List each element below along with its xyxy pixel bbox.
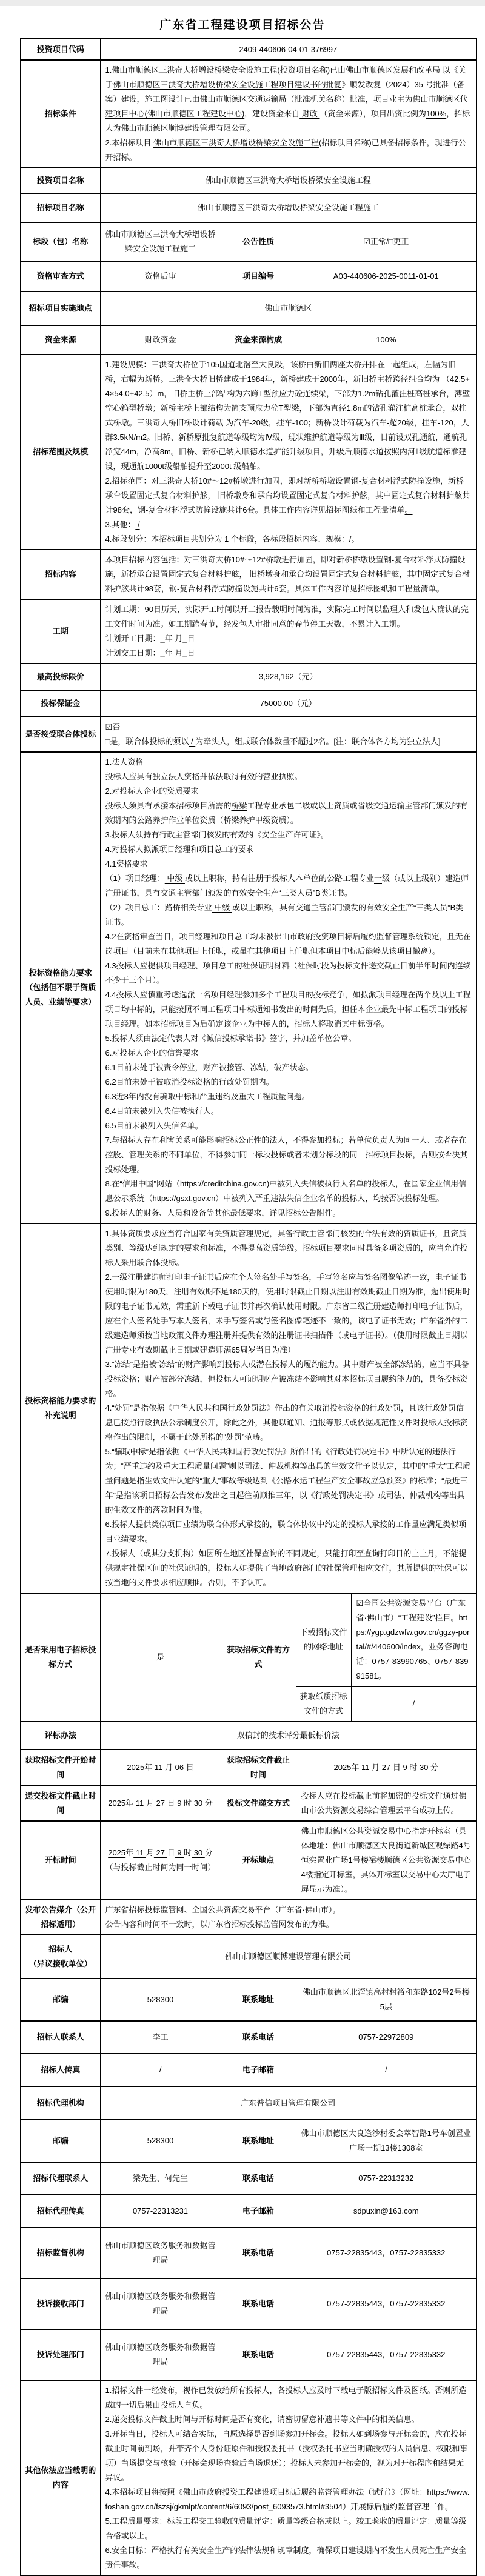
notice-nature-value: ☑正常/□更正 — [296, 222, 477, 261]
construction-period-label: 工期 — [21, 599, 100, 664]
electronic-bidding-label: 是否采用电子招标投标方式 — [21, 1593, 100, 1722]
announcement-table — [20, 38, 477, 2576]
tender-conditions-label: 招标条件 — [21, 60, 100, 168]
table-row — [21, 2195, 477, 2228]
qualification-requirements-label: 投标资格能力要求（包括但不限于资质人员、业绩等要求） — [21, 752, 100, 1223]
doc-start-time-label: 获取招标文件开始时间 — [21, 1749, 100, 1786]
tender-project-name-label: 招标项目名称 — [21, 193, 100, 222]
project-number-label: 项目编号 — [221, 261, 296, 291]
complaint-handle-phone-label: 联系电话 — [221, 2329, 296, 2380]
agency-address-value: 佛山市顺德区大良逢沙村委会萃智路1号车创置业广场一期13楼1308室 — [296, 2120, 477, 2162]
agency-contact-value: 梁先生、何先生 — [100, 2162, 221, 2195]
table-row — [21, 2120, 477, 2162]
complaint-handle-value: 佛山市顺德区政务服务和数据管理局 — [100, 2329, 221, 2380]
table-row — [21, 2329, 477, 2380]
submission-method-label: 投标文件递交方式 — [221, 1786, 296, 1821]
other-content-label: 其他依法应当载明的内容 — [21, 2380, 100, 2575]
location-value: 佛山市顺德区 — [100, 291, 477, 325]
doc-end-time-value: 2025年 11 月 27 日 9 时 30 分 — [296, 1749, 477, 1786]
agency-zip-label: 邮编 — [21, 2120, 100, 2162]
table-row — [21, 2021, 477, 2054]
table-row — [21, 2228, 477, 2278]
submission-deadline-value: 2025年 11 月 27 日 9 时 30 分 — [100, 1786, 221, 1821]
tenderer-email-label: 电子邮箱 — [221, 2054, 296, 2086]
evaluation-method-label: 评标办法 — [21, 1722, 100, 1749]
complaint-receive-value: 佛山市顺德区政务服务和数据管理局 — [100, 2278, 221, 2329]
table-row — [21, 222, 477, 261]
tender-conditions-value: 1.佛山市顺德区三洪奇大桥增设桥梁安全设施工程(投资项目名称)已由佛山市顺德区发展和改革局 以《关于佛山市顺德区三洪奇大桥增设桥梁安全设施工程项目建议书的批复》顺发改复（2024）35 号批准（备案）建设，施工图设计已由佛山市顺德区交通运输局（批准机关名称）批准，项目业主为佛山市顺德区代建项目中心(佛山市顺德区工程建设中心)，建设资金来自 财政 （资金来源），项目出资比例为100%，招标人为佛山市顺德区顺博建设管理有限公司。 2.本招标项目 佛山市顺德区三洪奇大桥增设桥梁安全设施工程(招标项目名称)已具备招标条件，现进行公开招标。 — [100, 60, 477, 168]
scope-value: 1.建设规模：三洪奇大桥位于105国道北滘至大良段，该桥由新旧两座大桥并排在一起组成，左幅为旧桥，右幅为新桥。三洪奇大桥旧桥建成于1984年，新桥建成于2000年，新旧桥主桥跨径组合均为 （42.5+4×54.0+42.5）m，旧桥主桥上部结构为六跨T型预应力砼连续梁，下部为1.2m钻孔灌注桩高桩承台，薄壁空心箱型桥墩；新桥主桥上部结构为简支预应力砼T型梁，下部为直径1.8m的钻孔灌注桩高桩承台，双柱式桥墩。三洪奇大桥旧桥设计荷载 为汽车-20级，挂车-100；新桥设计荷载为汽车-超20级，挂车-120，人群3.5kN/m2。旧桥、新桥原批复航道等级均为Ⅳ级，现状维护航道等级为Ⅲ级，目前设双孔通航，通航孔净宽44m，净高8m。旧桥、新桥已纳入顺德水道扩能升级项目，升级后顺德水道按照内河Ⅱ级航道标准建设，现通航1000t级船舶提升至2000t 级船舶。 2.招标范围：对三洪奇大桥10#～12#桥墩进行加固，即对新桥桥墩设置钢-复合材料浮式防撞设施，新桥承台设置固定式复合材料护舷， 旧桥墩身和承台均设置固定式复合材料护舷，其中固定式复合材料护舷共计98套，钢-复合材料浮式防撞设施共计6套。具体工作内容详见招标图纸和工程量清单。 3.其他： / 4.标段划分：本招标项目共划分为 1 个标段，各标段招标内容、规模：/。 — [100, 354, 477, 550]
fund-source-label: 资金来源 — [21, 325, 100, 354]
table-row — [21, 325, 477, 354]
qualification-requirements-value: 1.法人资格 投标人应具有独立法人资格并依法取得有效的营业执照。 2.对投标人企业的资质要求 投标人须具有承接本招标项目所需的桥梁工程专业承包二级或以上资质或省级交通运输主管部门颁发的有效期内的公路养护作业单位资质（桥梁养护甲级资质）。 3.投标人须持有行政主管部门核发的有效的《安全生产许可证》。 4.对投标人拟派项目经理和项目总工的要求 4.1资格要求 （1）项目经理： 中级 或以上职称，持有注册于投标人本单位的公路工程专业一级（或以上级别）建造师注册证书，具有交通主管部门颁发的有效安全生产“三类人员”B类证书。 （2）项目总工：路桥相关专业 中级 或以上职称，具有交通主管部门颁发的有效安全生产“三类人员”B类证书。 4.2在资格审查当日，项目经理和项目总工均未被佛山市政府投资项目标后履约监督管理系统锁定，且无在岗项目（目前未在其他项目上任职，或虽在其他项目上任职但本项目中标后能够从该项目撤离）。 4.3投标人应提供项目经理、项目总工的社保证明材料（社保时段为投标文件递交截止日前半年时间内连续不少于三个月）。 4.4投标人应慎重考虑选派一名项目经理参加多个工程项目的投标竞争，如拟派项目经理在两个及以上工程项目均中标的，只能按照不同工程项目中标通知书发出的时间先后，担任本企业最先中标工程项目的投标项目经理。如本招标项目为后确定该企业为中标人的，招标人将取消其中标资格。 5.投标人须由法定代表人对《诚信投标承诺书》签字，并加盖单位公章。 6.对投标人企业的信誉要求 6.1目前未处于被责令停业，财产被接管、冻结，破产状态。 6.2目前未处于被取消投标资格的行政处罚期内。 6.3近3年内没有骗取中标和严重违约及重大工程质量问题。 6.4目前未被列入失信被执行人。 6.5目前未被列入失信名单。 7.与招标人存在利害关系可能影响招标公正性的法人，不得参加投标；若单位负责人为同一人、或者存在控股、管理关系的不同单位，不得参加同一标段投标或者未划分标段的同一招标项目投标，否则按否决其投标处理。 8.在“信用中国”网站（https://creditchina.gov.cn)中被列入失信被执行人名单的投标人，在国家企业信用信息公示系统（https://gsxt.gov.cn）中被列入严重违法失信企业名单的投标人，均按否决投标处理。 9.投标人的财务、人员和设备等其他最低要求，详见招标公告附件。 — [100, 752, 477, 1223]
project-number-value: A03-440606-2025-0011-01-01 — [296, 261, 477, 291]
evaluation-method-value: 双信封的技术评分最低标价法 — [100, 1722, 477, 1749]
tender-content-value: 本项目招标内容包括：对三洪奇大桥10#～12#桥墩进行加固，即对新桥桥墩设置钢-复合材料浮式防撞设施，新桥承台设置固定式复合材料护舷， 旧桥墩身和承台均设置固定式复合材料护舷，其中固定式复合材料护舷共计98套，钢-复合材料浮式防撞设施共计6套。具体工作内容详见招标图纸和工程量清单。 — [100, 550, 477, 599]
table-row — [21, 1722, 477, 1749]
supervision-phone-label: 联系电话 — [221, 2228, 296, 2278]
fund-composition-label: 资金来源构成 — [221, 325, 296, 354]
table-row — [21, 2086, 477, 2120]
complaint-receive-label: 投诉接收部门 — [21, 2278, 100, 2329]
table-row — [21, 2278, 477, 2329]
table-row — [21, 1821, 477, 1900]
agency-fax-value: 0757-22313231 — [100, 2195, 221, 2228]
tenderer-label: 招标人 （异议接收单位） — [21, 1935, 100, 1979]
consortium-label: 是否接受联合体投标 — [21, 717, 100, 752]
table-row — [21, 60, 477, 168]
construction-period-value: 计划工期：90日历天，实际开工时间以开工报告载明时间为准，实际完工时间以监理人和发包人确认的完工文件时间为准。如工期跨春节，经发包人审批同意的春节停工天数，不累计入工期。 计划开工日期：_年 月_日 计划交工日期：_年 月_日 — [100, 599, 477, 664]
location-label: 招标项目实施地点 — [21, 291, 100, 325]
supervision-org-value: 佛山市顺德区政务服务和数据管理局 — [100, 2228, 221, 2278]
opening-place-value: 佛山市顺德区公共资源交易中心指定开标室（具体地址：佛山市顺德区大良街道新城区观绿路4号恒实置业广场1号楼裙楼顺德区公共资源交易中心4楼指定开标室，具体开标室以交易中心大厅电子屏显示为准）。 — [296, 1821, 477, 1900]
agency-contact-label: 招标代理联系人 — [21, 2162, 100, 2195]
agency-phone-value: 0757-22313232 — [296, 2162, 477, 2195]
table-row — [21, 1979, 477, 2021]
qualification-method-label: 资格审查方式 — [21, 261, 100, 291]
download-address-label: 下载招标文件的网络地址 — [296, 1593, 351, 1686]
table-row — [21, 1749, 477, 1786]
tenderer-phone-value: 0757-22972809 — [296, 2021, 477, 2054]
doc-end-time-label: 获取招标文件截止时间 — [221, 1749, 296, 1786]
tenderer-zip-label: 邮编 — [21, 1979, 100, 2021]
max-bid-price-label: 最高投标限价 — [21, 664, 100, 690]
table-row — [21, 168, 477, 193]
obtain-method-label: 获取招标文件的方式 — [221, 1593, 296, 1722]
page-title: 广东省工程建设项目招标公告 — [159, 19, 326, 32]
investment-code-label: 投资项目代码 — [21, 39, 100, 60]
announcement-media-label: 发布公告媒介（公开招标适用） — [21, 1900, 100, 1935]
table-row — [21, 1223, 477, 1593]
opening-time-value: 2025年 11 月 27 日 9 时 30 分（与投标截止时间为同一时间） — [100, 1821, 221, 1900]
table-row — [21, 690, 477, 717]
complaint-receive-phone-label: 联系电话 — [221, 2278, 296, 2329]
doc-start-time-value: 2025年 11 月 06 日 — [100, 1749, 221, 1786]
table-row — [21, 664, 477, 690]
table-row — [21, 550, 477, 599]
tenderer-contact-label: 招标人联系人 — [21, 2021, 100, 2054]
paper-document-value: / — [351, 1686, 477, 1722]
agency-label: 招标代理机构 — [21, 2086, 100, 2120]
table-row — [21, 2380, 477, 2575]
qualification-method-value: 资格后审 — [100, 261, 221, 291]
max-bid-price-value: 3,928,162（元） — [100, 664, 477, 690]
download-address-value: ☑全国公共资源交易平台（广东省·佛山市）“工程建设”栏目。https://ygp.gdzwfw.gov.cn/ggzy-portal/#/440600/index，业务咨询电话：0757-83990765、0757-83991581。 — [351, 1593, 477, 1686]
table-row — [21, 193, 477, 222]
supplement-value: 1.具体资质要求应当符合国家有关资质管理规定，具备行政主管部门核发的合法有效的资质证书，且资质类别、等级达到规定的要求和标准，不得提高资质等级。招标项目要求同时具备多项资质的，应当允许投标人采用联合体投标。 2.一级注册建造师打印电子证书后应在个人签名处手写签名，手写签名应与签名图像笔迹一致，电子证书使用时限为180天，注册有效期不足180天的，使用时限截止日期以注册有效期截止日期为准，超出使用时限的电子证书无效，需重新下载电子证书并再次确认使用时限。广东省二级注册建造师打印电子证书后，应在个人签名处手写本人签名，未手写签名或与签名图像笔迹不一致的，该电子证书无效；广东省外的二级建造师须按当地政策文件办理注册并提供有效的注册证书扫描件（或电子证书）。（使用时限截止日期以注册专业有效期截止日期或建造师满65周岁当日为准） 3.“冻结”是指被“冻结”的财产影响到投标人或潜在投标人的履约能力。其中财产被全部冻结的，应当不具备投标资格；财产被部分冻结，但投标人可证明财产被冻结不影响其对本招标项目履约能力的，具备投标资格。 4.“处罚”是指依据《中华人民共和国行政处罚法》作出的有关取消投标资格的行政处罚，且该行政处罚信息已按照行政执法公示制度公开，除此之外，其他以通知、通报等形式或依据规范性文件对投标人投标资格作出的限制，不属于此处所指的“处罚”范畴。 5.“骗取中标”是指依据《中华人民共和国行政处罚法》所作出的《行政处罚决定书》中所认定的违法行为；“严重违约及重大工程质量问题”则以司法、仲裁机构等出具的生效文件予以认定，其中的“重大”工程质量问题是指生效文件认定的“重大”事故等级达到《公路水运工程生产安全事故应急预案》的标准；“最近三年”是指该项目招标公告发布/发出之日起往前顺推三年，以《行政处罚决定书》或司法、仲裁机构等出具的生效文件的落款时间为准。 6.投标人提供类似项目业绩为联合体形式承接的，联合体协议中约定的投标人承接的工作量应满足类似项目业绩要求。 7.投标人（或其分支机构）如因所在地区社保查询的不同规定，只能打印至查询打印日的上上月，不能提供规定社保区间的社保证明的，投标人如提供了当地政府部门的社保管理相应文件，其所提供的社保可以按当地的文件要求相应顺推。否则，不予认可。 — [100, 1223, 477, 1593]
table-row — [21, 1593, 477, 1686]
table-row — [21, 2054, 477, 2086]
tenderer-address-label: 联系地址 — [221, 1979, 296, 2021]
agency-phone-label: 联系电话 — [221, 2162, 296, 2195]
agency-email-value: sdpuxin@163.com — [296, 2195, 477, 2228]
bid-bond-label: 投标保证金 — [21, 690, 100, 717]
investment-name-label: 投资项目名称 — [21, 168, 100, 193]
complaint-handle-phone-value: 0757-22835443，0757-22835332 — [296, 2329, 477, 2380]
supervision-org-label: 招标监督机构 — [21, 2228, 100, 2278]
electronic-bidding-value: 是 — [100, 1593, 221, 1722]
tenderer-contact-value: 李工 — [100, 2021, 221, 2054]
tenderer-email-value: / — [296, 2054, 477, 2086]
scope-label: 招标范围及规模 — [21, 354, 100, 550]
investment-code-value: 2409-440606-04-01-376997 — [100, 39, 477, 60]
paper-document-label: 获取纸质招标文件的方式 — [296, 1686, 351, 1722]
opening-place-label: 开标地点 — [221, 1821, 296, 1900]
notice-nature-label: 公告性质 — [221, 222, 296, 261]
opening-time-label: 开标时间 — [21, 1821, 100, 1900]
announcement-media-value: 广东省招标投标监管网、全国公共资源交易平台（广东省·佛山市）。 公告内容和时间不一致时，以广东省招标投标监管网发布的为准。 — [100, 1900, 477, 1935]
agency-fax-label: 招标代理传真 — [21, 2195, 100, 2228]
table-row — [21, 1786, 477, 1821]
supervision-phone-value: 0757-22835443，0757-22835332 — [296, 2228, 477, 2278]
agency-email-label: 电子邮箱 — [221, 2195, 296, 2228]
table-row — [21, 752, 477, 1223]
table-row — [21, 2162, 477, 2195]
table-row — [21, 1900, 477, 1935]
complaint-handle-label: 投诉处理部门 — [21, 2329, 100, 2380]
top-strip — [0, 0, 485, 6]
tenderer-zip-value: 528300 — [100, 1979, 221, 2021]
fund-composition-value: 100% — [296, 325, 477, 354]
tenderer-fax-label: 招标人传真 — [21, 2054, 100, 2086]
section-name-value: 佛山市顺德区三洪奇大桥增设桥梁安全设施工程施工 — [100, 222, 221, 261]
table-row — [21, 717, 477, 752]
table-row — [21, 39, 477, 60]
table-row — [21, 354, 477, 550]
complaint-receive-phone-value: 0757-22835443，0757-22835332 — [296, 2278, 477, 2329]
agency-zip-value: 528300 — [100, 2120, 221, 2162]
table-row — [21, 1935, 477, 1979]
tenderer-phone-label: 联系电话 — [221, 2021, 296, 2054]
consortium-value: ☑否 □是，联合体投标的须以 / 为牵头人，组成联合体数量不超过2名。[注：联合体各方均为独立法人] — [100, 717, 477, 752]
other-content-value: 1.招标文件一经发布，视作已发放给所有投标人，各投标人应及时下载电子版招标文件及图纸。否则所造成的一切后果由投标人自负。 2.递交投标文件截止时间与开标时间是否有变化，请密切留意补遗书等文件中的相关信息。 3.开标当日，投标人可结合实际，自愿选择是否到场参加开标会。投标人如到场参与开标会的，应在投标截止时间前到场，并带齐个人身份证原件和授权委托书（授权委托书应当明确授权的人员信息、权限和事项）当场提交与核验（开标会现场查验后当场退还）；投标人未参加开标会的，视为对开标程序和结果无异议。 4.本招标项目将按照《佛山市政府投资工程建设项目标后履约监督管理办法（试行）》（网址：https://www.foshan.gov.cn/fszsj/gkmlpt/content/6/6093/post_6093573.html#3504）开展标后履约监督管理工作。 5.工程质量要求：标段工程交工验收的质量评定：质量等级合格或以上。竣工验收的质量评定：质量等级合格或以上。 6.安全目标：严格执行有关安全生产的法律法规和规章制度，确保项目建设期内不发生人员死亡生产安全责任事故。 — [100, 2380, 477, 2575]
supplement-label: 投标资格能力要求的补充说明 — [21, 1223, 100, 1593]
submission-deadline-label: 递交投标文件截止时间 — [21, 1786, 100, 1821]
investment-name-value: 佛山市顺德区三洪奇大桥增设桥梁安全设施工程 — [100, 168, 477, 193]
agency-value: 广东普信项目管理有限公司 — [100, 2086, 477, 2120]
tenderer-value: 佛山市顺德区顺博建设管理有限公司 — [100, 1935, 477, 1979]
tenderer-address-value: 佛山市顺德区北滘镇高村村裕和东路102号2号楼5层 — [296, 1979, 477, 2021]
fund-source-value: 财政资金 — [100, 325, 221, 354]
table-row — [21, 599, 477, 664]
table-row — [21, 291, 477, 325]
submission-method-value: 投标人应在投标截止前将加密的投标文件通过佛山市公共资源交易综合管理云平台成功上传。 — [296, 1786, 477, 1821]
tender-project-name-value: 佛山市顺德区三洪奇大桥增设桥梁安全设施工程施工 — [100, 193, 477, 222]
tenderer-fax-value: / — [100, 2054, 221, 2086]
table-row — [21, 261, 477, 291]
agency-address-label: 联系地址 — [221, 2120, 296, 2162]
tender-content-label: 招标内容 — [21, 550, 100, 599]
bid-bond-value: 75000.00（元） — [100, 690, 477, 717]
section-name-label: 标段（包）名称 — [21, 222, 100, 261]
